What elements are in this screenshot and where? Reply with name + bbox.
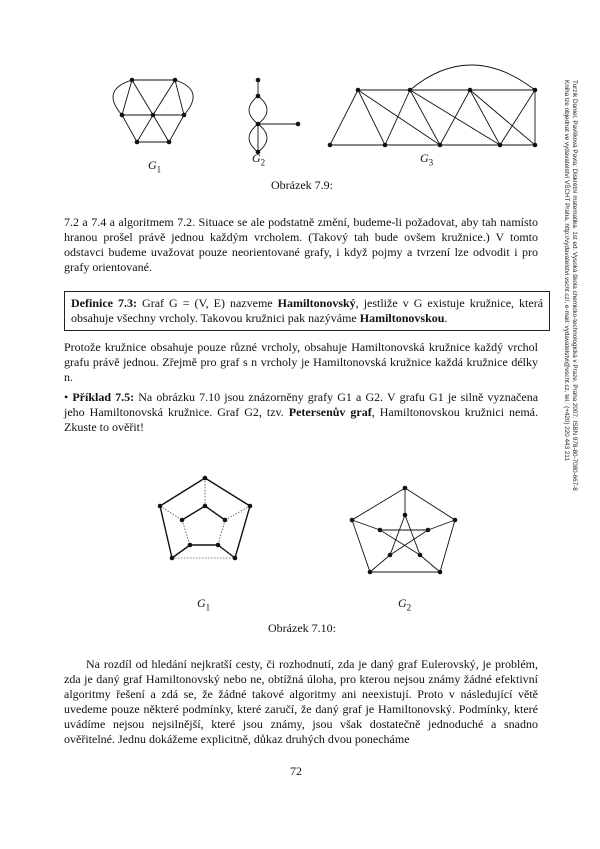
sidebar-line-2: Kniha lze objednat ve vydavatelství VŠCHT Praha, http://vydavatelstvi.vscht.cz/, e-mail: vydavatelstvi@vscht.cz, tel.: (+420) 220 443 211 bbox=[563, 80, 570, 461]
fig710-g2-label: $G_2$ bbox=[398, 596, 412, 613]
fig79-caption: Obrázek 7.9: bbox=[271, 178, 333, 192]
example-text-a: Na obrázku 7.10 jsou znázorněny grafy G1 a G2. V grafu G1 je silně vyznačena jeho Hamiltonovská kružnice. Graf G2, tzv. bbox=[64, 390, 539, 419]
example-paragraph bbox=[64, 390, 538, 435]
fig79-g3-label: $G_3$ bbox=[420, 151, 434, 168]
paragraph-3: Na rozdíl od hledání nejkratší cesty, či rozhodnutí, zda je daný graf Eulerovský, je problém, zda je daný graf Hamiltonovský nebo ne, obtížná úloha, pro kterou nejsou známy žádné efektivní algoritmy řešení a zdá se, že žádné takové algoritmy ani neexistují. Proto v následující větě uvedeme pouze některé podmínky, které zaručí, že daný graf je Hamiltonovský. Podmínky, které uvádíme nejsou nejsilnější, které jsou známy, jsou však dostatečně jednoduché a snadno ověřitelné. Jednu dokážeme explicitně, důkaz druhých dvou ponecháme bbox=[64, 657, 538, 746]
example-bullet: • bbox=[64, 390, 69, 404]
definition-term-2: Hamiltonovskou bbox=[359, 311, 445, 325]
definition-text-c: . bbox=[444, 311, 448, 325]
definition-text-a: Graf G = (V, E) nazveme bbox=[142, 296, 273, 310]
example-term: Petersenův graf bbox=[288, 405, 372, 419]
example-label: Příklad 7.5: bbox=[72, 390, 135, 404]
paragraph-1: 7.2 a 7.4 a algoritmem 7.2. Situace se ale podstatně změní, budeme-li požadovat, aby tah namísto hranou prošel právě jednou každým vrcholem. (Takový tah bude ovšem kružnice.) V tomto odstavci budeme uvažovat pouze neorientované grafy, i když pojmy a tvrzení lze odvodit i pro grafy orientované. bbox=[64, 215, 538, 274]
definition-text-b: , jestliže v G existuje kružnice, která obsahuje všechny vrcholy. Takovou kružnici pak nazýváme bbox=[71, 296, 544, 325]
definition-box bbox=[64, 291, 550, 331]
fig710-g1-label: $G_1$ bbox=[197, 596, 211, 613]
figure-7-10-graphs bbox=[0, 460, 600, 600]
definition-term-1: Hamiltonovský bbox=[277, 296, 356, 310]
fig79-g1-label: $G_1$ bbox=[148, 158, 162, 175]
page-number: 72 bbox=[290, 764, 302, 778]
paragraph-2: Protože kružnice obsahuje pouze různé vrcholy, obsahuje Hamiltonovská kružnice každý vrchol grafu právě jednou. Zřejmě pro graf s n vrcholy je Hamiltonovská kružnice každá kružnice délky n. bbox=[64, 340, 538, 384]
definition-label: Definice 7.3: bbox=[71, 296, 137, 310]
figure-7-9-graphs bbox=[0, 60, 600, 220]
fig79-g2-label: $G_2$ bbox=[252, 151, 266, 168]
example-text-b: , Hamiltonovskou kružnici nemá. Zkuste to ověřit! bbox=[64, 405, 538, 434]
sidebar-line-1: Turzík Daniel, Pavlíková Pavla: Diskrétní matematika. 1st ed. Vysoká škola chemicko-technologická v Praze, Praha 2007. ISBN 978-80-7080-667-8 bbox=[571, 80, 578, 491]
fig710-caption: Obrázek 7.10: bbox=[268, 621, 336, 635]
